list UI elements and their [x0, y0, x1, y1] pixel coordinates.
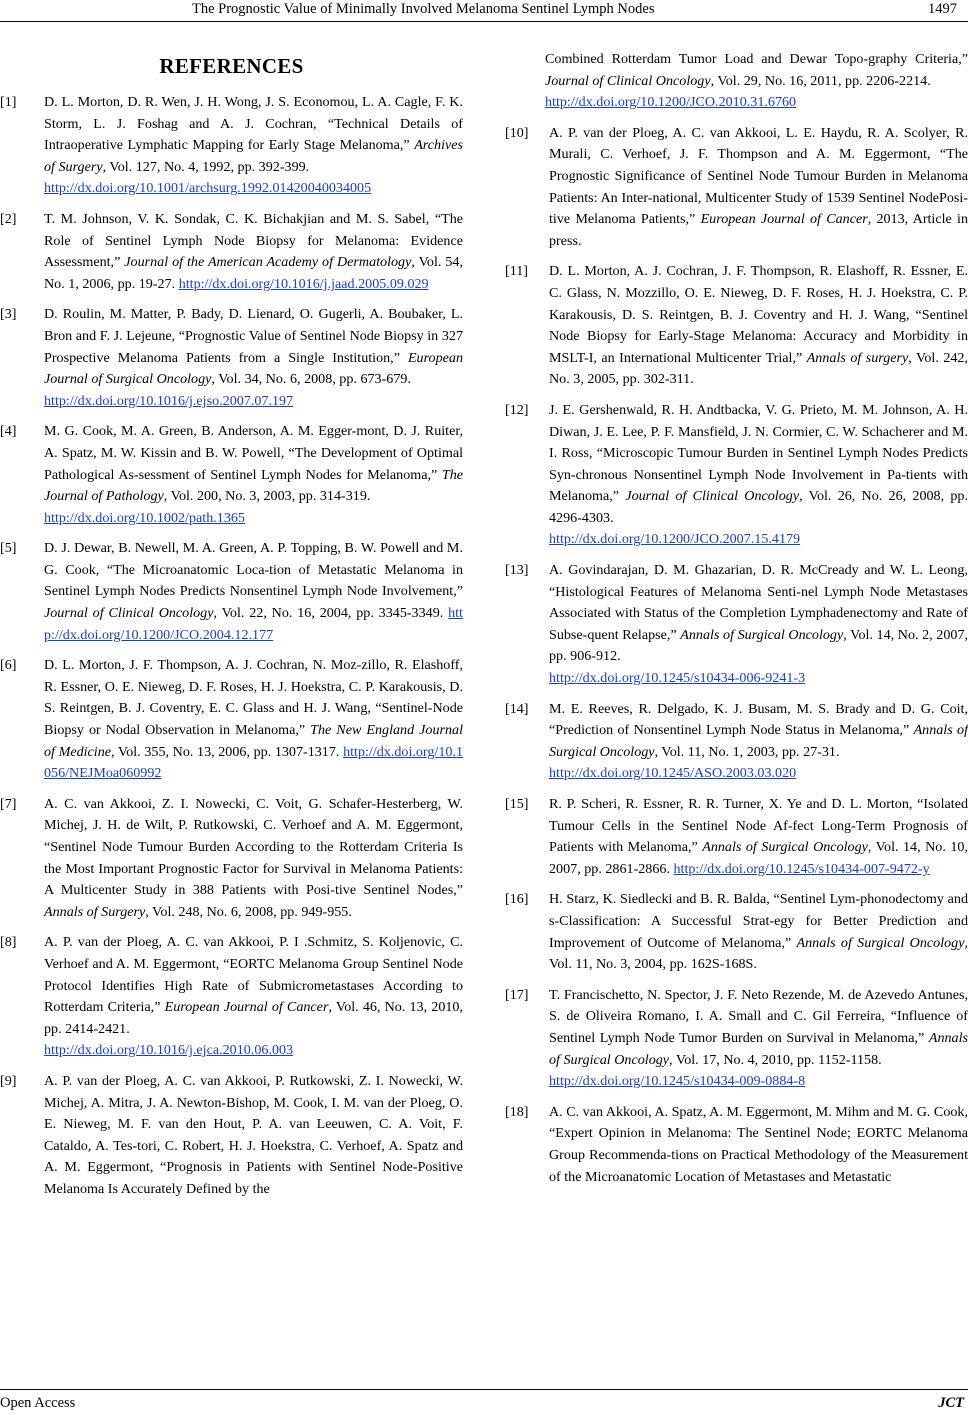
- reference-journal: Annals of Surgery: [44, 903, 146, 920]
- header-divider: [0, 21, 968, 22]
- reference-details: , Vol. 14, No. 10, 2007, pp. 2861-2866.: [549, 839, 968, 877]
- reference-journal: Annals of Surgical Oncology: [680, 626, 844, 643]
- section-title: REFERENCES: [159, 54, 304, 78]
- reference-authors-title: A. P. van der Ploeg, A. C. van Akkooi, P. I .Schmitz, S. Koljenovic, C. Verhoef and A. M. Eggermont, “EORTC Melanoma Group Sentinel Node Protocol Identifies High Rate of Submicrometastases According to Rotterdam Criteria,”: [44, 934, 463, 1016]
- reference-item: [0, 421, 463, 529]
- reference-doi-link[interactable]: http://dx.doi.org/10.1016/j.ejca.2010.06.003: [44, 1042, 294, 1059]
- reference-doi-link[interactable]: http://dx.doi.org/10.1001/archsurg.1992.01420040034005: [44, 180, 372, 197]
- reference-item: [0, 655, 463, 785]
- footer-open-access: Open Access: [0, 1395, 76, 1411]
- reference-journal: The Journal of Pathology: [44, 466, 463, 505]
- reference-item: [0, 209, 463, 295]
- reference-journal: Annals of Surgical Oncology: [549, 1029, 968, 1068]
- reference-authors-title: A. P. van der Ploeg, A. C. van Akkooi, L. E. Haydu, R. A. Scolyer, R. Murali, C. Verhoef, J. F. Thompson and A. M. Eggermont, “The Prognostic Significance of Sentinel Node Tumour Burden in Melanoma Patients: An Inter-national, Multicenter Study of 1539 Sentinel NodePosi-tive Melanoma Patients,”: [549, 124, 968, 228]
- reference-item: [0, 304, 463, 412]
- reference-text: [44, 655, 463, 785]
- reference-number: [15]: [505, 796, 529, 812]
- reference-details: , Vol. 14, No. 2, 2007, pp. 906-912.: [549, 626, 968, 665]
- reference-journal: Journal of Clinical Oncology: [625, 488, 800, 505]
- reference-doi-link[interactable]: http://dx.doi.org/10.1245/ASO.2003.03.020: [549, 765, 797, 782]
- reference-item: [505, 794, 968, 880]
- reference-text: [44, 932, 463, 1062]
- reference-details: , Vol. 242, No. 3, 2005, pp. 302-311.: [549, 349, 968, 388]
- reference-item: [505, 1102, 968, 1188]
- reference-item: [505, 560, 968, 690]
- reference-doi-link[interactable]: http://dx.doi.org/10.1056/NEJMoa060992: [44, 743, 463, 782]
- reference-number: [4]: [0, 423, 17, 440]
- reference-authors-title: D. Roulin, M. Matter, P. Bady, D. Lienard, O. Gugerli, A. Boubaker, L. Bron and F. J. Lejeune, “Prognostic Value of Sentinel Node Biopsy in 327 Prospective Melanoma Patients from a Single Institution,”: [44, 306, 463, 366]
- reference-authors-title: A. Govindarajan, D. M. Ghazarian, D. R. McCready and W. L. Leong, “Histological Features of Melanoma Senti-nel Lymph Node Metastases Associated with Status of the Completion Lymphadenectomy and Rate of Subse-quent Relapse,”: [549, 562, 968, 643]
- reference-item: [505, 261, 968, 391]
- continuation-text: Combined Rotterdam Tumor Load and Dewar Topo-graphy Criteria,”: [545, 51, 968, 67]
- reference-text: [44, 92, 463, 200]
- reference-details: , Vol. 22, No. 16, 2004, pp. 3345-3349.: [213, 605, 444, 622]
- reference-details: , Vol. 11, No. 3, 2004, pp. 162S-168S.: [549, 934, 968, 973]
- reference-item: [505, 123, 968, 253]
- reference-details: , Vol. 17, No. 4, 2010, pp. 1152-1158.: [669, 1051, 882, 1068]
- reference-doi-link[interactable]: http://dx.doi.org/10.1245/s10434-006-9241-3: [549, 670, 806, 687]
- reference-details: , Vol. 200, No. 3, 2003, pp. 314-319.: [163, 488, 371, 505]
- reference-doi-link[interactable]: http://dx.doi.org/10.1245/s10434-007-9472-y: [673, 860, 930, 877]
- footer-divider: [0, 1389, 968, 1390]
- reference-authors-title: R. P. Scheri, R. Essner, R. R. Turner, X. Ye and D. L. Morton, “Isolated Tumour Cells in the Sentinel Node Af-fect Long-Term Prognosis of Patients with Melanoma,”: [549, 796, 968, 856]
- continuation-doi-link[interactable]: http://dx.doi.org/10.1200/JCO.2010.31.6760: [545, 94, 797, 111]
- reference-number: [17]: [505, 986, 529, 1003]
- reference-journal: Annals of Surgical Oncology: [549, 722, 968, 760]
- reference-number: [14]: [505, 700, 529, 717]
- reference-journal: Annals of surgery: [806, 349, 909, 366]
- reference-text: [44, 538, 463, 646]
- reference-details: , Vol. 54, No. 1, 2006, pp. 19-27.: [44, 254, 463, 292]
- continuation-details: , Vol. 29, No. 16, 2011, pp. 2206-2214.: [710, 72, 931, 89]
- reference-journal: Journal of the American Academy of Dermatology: [124, 254, 412, 271]
- reference-item: [505, 400, 968, 551]
- reference-number: [13]: [505, 562, 529, 579]
- right-column: [505, 49, 968, 1197]
- reference-journal: Annals of Surgical Oncology: [702, 839, 868, 856]
- reference-number: [5]: [0, 540, 17, 557]
- reference-text: [549, 1102, 968, 1188]
- reference-details: , Vol. 248, No. 6, 2008, pp. 949-955.: [145, 903, 352, 920]
- reference-text: [549, 889, 968, 975]
- reference-details: , Vol. 26, No. 26, 2008, pp. 4296-4303.: [549, 488, 968, 526]
- reference-doi-link[interactable]: http://dx.doi.org/10.1245/s10434-009-0884-8: [549, 1073, 806, 1090]
- reference-number: [18]: [505, 1103, 529, 1120]
- reference-doi-link[interactable]: http://dx.doi.org/10.1016/j.jaad.2005.09.029: [178, 275, 429, 292]
- reference-item: [0, 794, 463, 924]
- reference-details: , Vol. 34, No. 6, 2008, pp. 673-679.: [211, 371, 411, 388]
- reference-doi-link[interactable]: http://dx.doi.org/10.1200/JCO.2004.12.177: [44, 605, 463, 643]
- reference-text: [549, 560, 968, 690]
- left-column: [0, 46, 463, 1210]
- reference-journal: Archives of Surgery: [44, 137, 463, 175]
- reference-authors-title: J. E. Gershenwald, R. H. Andtbacka, V. G. Prieto, M. M. Johnson, A. H. Diwan, J. E. Lee, P. F. Mansfield, J. N. Cormier, C. W. Schacherer and M. I. Ross, “Microscopic Tumour Burden in Sentinel Lymph Nodes Predicts Syn-chronous Nonsentinel Lymph Node Involvement in Pa-tients with Melanoma,”: [549, 401, 968, 505]
- reference-authors-title: D. L. Morton, A. J. Cochran, J. F. Thompson, R. Elashoff, R. Essner, E. C. Glass, N. Mozzillo, O. E. Nieweg, D. F. Roses, H. J. Hoekstra, C. P. Karakousis, D. S. Reintgen, B. J. Coventry and H. J. Wang, “Sentinel Node Biopsy for Early-Stage Melanoma: Accuracy and Morbidity in MSLT-I, an International Multicenter Trial,”: [549, 263, 968, 366]
- reference-number: [16]: [505, 891, 529, 908]
- reference-text: [44, 304, 463, 412]
- reference-journal: Journal of Clinical Oncology: [44, 605, 214, 622]
- reference-text: [44, 209, 463, 295]
- reference-authors-title: T. Francischetto, N. Spector, J. F. Neto Rezende, M. de Azevedo Antunes, S. de Oliveira Romano, I. A. Small and C. Gil Ferreira, “Influence of Sentinel Lymph Node Tumor Burden on Survival in Melanoma,”: [549, 986, 968, 1046]
- reference-number: [2]: [0, 210, 17, 227]
- page-number: 1497: [928, 1, 957, 17]
- running-head-title: The Prognostic Value of Minimally Involved Melanoma Sentinel Lymph Nodes: [192, 1, 655, 17]
- reference-authors-title: A. C. van Akkooi, A. Spatz, A. M. Eggermont, M. Mihm and M. G. Cook, “Expert Opinion in Melanoma: The Sentinel Node; EORTC Melanoma Group Recommenda-tions on Practical Methodology of the Measurement of the Microanatomic Location of Metastases and Metastatic: [549, 1103, 968, 1185]
- reference-details: , Vol. 11, No. 1, 2003, pp. 27-31.: [654, 743, 840, 760]
- reference-item: [505, 889, 968, 975]
- reference-text: [44, 421, 463, 529]
- reference-item: [0, 1071, 463, 1201]
- reference-details: , Vol. 46, No. 13, 2010, pp. 2414-2421.: [44, 999, 463, 1037]
- reference-text: [44, 1071, 463, 1201]
- continuation-journal: Journal of Clinical Oncology: [545, 72, 711, 89]
- reference-item: [505, 985, 968, 1093]
- reference-authors-title: D. L. Morton, J. F. Thompson, A. J. Cochran, N. Moz-zillo, R. Elashoff, R. Essner, O. E. Nieweg, D. F. Roses, H. J. Hoekstra, C. P. Karakousis, D. S. Reintgen, B. J. Coventry, E. C. Glass and H. J. Wang, “Sentinel-Node Biopsy or Nodal Observation in Melanoma,”: [44, 657, 463, 739]
- reference-authors-title: M. G. Cook, M. A. Green, B. Anderson, A. M. Egger-mont, D. J. Ruiter, A. Spatz, M. W. Kissin and B. W. Powell, “The Development of Optimal Pathological As-sessment of Sentinel Lymph Nodes for Melanoma,”: [44, 423, 463, 483]
- reference-authors-title: D. L. Morton, D. R. Wen, J. H. Wong, J. S. Economou, L. A. Cagle, F. K. Storm, L. J. Foshag and A. J. Cochran, “Technical Details of Intraoperative Lymphatic Mapping for Early Stage Melanoma,”: [44, 94, 463, 154]
- reference-item: [0, 92, 463, 200]
- reference-details: , Vol. 127, No. 4, 1992, pp. 392-399.: [102, 158, 310, 175]
- right-reference-list: [505, 123, 968, 1188]
- reference-doi-link[interactable]: http://dx.doi.org/10.1016/j.ejso.2007.07.197: [44, 392, 294, 409]
- reference-authors-title: A. P. van der Ploeg, A. C. van Akkooi, P. Rutkowski, Z. I. Nowecki, W. Michej, A. Mitra, J. A. Newton-Bishop, M. Cook, I. M. van der Ploeg, O. E. Nieweg, M. F. van den Hout, P. A. van Leeuwen, C. A. Voit, F. Cataldo, A. Tes-tori, C. Robert, H. J. Hoekstra, C. Verhoef, A. Spatz and A. M. Eggermont, “Prognosis in Patients with Sentinel Node-Positive Melanoma Is Accurately Defined by the: [44, 1072, 463, 1197]
- reference-text: [549, 123, 968, 253]
- reference-details: , 2013, Article in press.: [549, 211, 968, 249]
- reference-details: , Vol. 355, No. 13, 2006, pp. 1307-1317.: [111, 743, 340, 760]
- reference-number: [1]: [0, 94, 17, 110]
- reference-text: [549, 400, 968, 551]
- reference-number: [10]: [505, 124, 529, 141]
- reference-authors-title: T. M. Johnson, V. K. Sondak, C. K. Bichakjian and M. S. Sabel, “The Role of Sentinel Lymph Node Biopsy for Melanoma: Evidence Assessment,”: [44, 210, 463, 271]
- reference-doi-link[interactable]: http://dx.doi.org/10.1002/path.1365: [44, 509, 245, 526]
- reference-item: [505, 699, 968, 785]
- reference-journal: European Journal of Cancer: [164, 999, 329, 1016]
- reference-authors-title: D. J. Dewar, B. Newell, M. A. Green, A. P. Topping, B. W. Powell and M. G. Cook, “The Microanatomic Loca-tion of Metastatic Melanoma in Sentinel Lymph Nodes Predicts Nonsentinel Lymph Node Involvement,”: [44, 540, 463, 600]
- reference-journal: Annals of Surgical Oncology: [796, 934, 965, 951]
- reference-continuation: [505, 49, 968, 114]
- reference-text: [44, 794, 463, 924]
- reference-text: [549, 985, 968, 1093]
- reference-number: [3]: [0, 306, 17, 323]
- reference-number: [7]: [0, 795, 17, 812]
- reference-item: [0, 538, 463, 646]
- reference-text: [549, 699, 968, 785]
- reference-authors-title: A. C. van Akkooi, Z. I. Nowecki, C. Voit, G. Schafer-Hesterberg, W. Michej, J. H. de Wilt, P. Rutkowski, C. Verhoef and A. M. Eggermont, “Sentinel Node Tumour Burden According to the Rotterdam Criteria Is the Most Important Prognostic Factor for Survival in Melanoma Patients: A Multicenter Study in 388 Patients with Posi-tive Sentinel Nodes,”: [44, 795, 463, 899]
- reference-item: [0, 932, 463, 1062]
- reference-authors-title: M. E. Reeves, R. Delgado, K. J. Busam, M. S. Brady and D. G. Coit, “Prediction of Nonsentinel Lymph Node Status in Melanoma,”: [549, 700, 968, 739]
- reference-number: [12]: [505, 401, 529, 418]
- reference-text: [549, 261, 968, 391]
- left-reference-list: [0, 92, 463, 1201]
- reference-authors-title: H. Starz, K. Siedlecki and B. R. Balda, “Sentinel Lym-phonodectomy and s-Classification: A Successful Strat-egy for Better Prediction and Improvement of Outcome of Melanoma,”: [549, 891, 968, 951]
- reference-journal: European Journal of Cancer: [700, 211, 868, 228]
- reference-journal: European Journal of Surgical Oncology: [44, 349, 463, 388]
- reference-number: [6]: [0, 657, 17, 674]
- reference-number: [9]: [0, 1072, 17, 1089]
- reference-text: [549, 794, 968, 880]
- reference-doi-link[interactable]: http://dx.doi.org/10.1200/JCO.2007.15.4179: [549, 531, 801, 548]
- reference-journal: The New England Journal of Medicine: [44, 722, 463, 760]
- footer-journal-abbrev: JCT: [938, 1395, 964, 1411]
- reference-number: [11]: [505, 263, 528, 280]
- reference-number: [8]: [0, 934, 17, 951]
